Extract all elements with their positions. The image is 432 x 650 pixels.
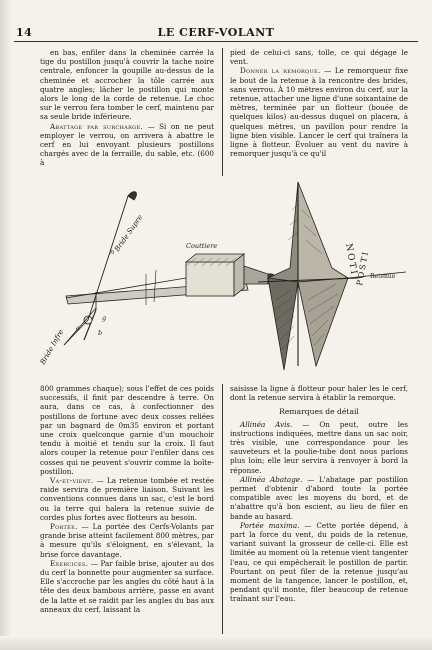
allinea-abatage-label: Allinéa Abatage. [240,474,303,484]
header-rule [14,41,418,42]
portee-text: — La portée des Cerfs-Volants par grande brise atteint facilement 800 mètres, par à mesure qu'ils s'éloignent, en s'élevant, la brise force davantage. [40,522,214,559]
page-number: 14 [16,26,33,39]
portee-maxima-text: — Cette portée dépend, à part la force du vent, du poids de la retenue, variant suivant la grosseur de celle-ci. Elle est limitée au moment où la retenue vient tangenter l'eau, ce qui empêcherait le postillon de partir. Pourtant on peut filer de la retenue jusqu'au moment de la tangence, lancer le postillon, et, pendant qu'il monte, filer beaucoup de retenue traînant sur l'eau. [230,520,408,604]
section-title-remarques: Remarques de détail [279,407,359,417]
pulley-box [186,262,234,296]
scan-edge-bottom [0,636,432,650]
paragraph-remorque [230,66,408,158]
kite-illustration [36,170,418,382]
label-retenue: Retenue [370,273,396,280]
page-title: LE CERF-VOLANT [157,26,275,39]
exercices-label: Exercices. [50,558,89,568]
kite-engraving [36,170,418,382]
label-a: a [76,324,80,332]
kite-upper-right [298,182,348,282]
allinea-avis-text: — On peut, outre les instructions indiquées, mettre dans un sac noir, très visible, une correspondance pour les sauveteurs et la poulie-tube dont nous parlons plus loin; elle leur servira à renvoyer à bord la réponse. [230,419,408,475]
paragraph-pied: pied de celui-ci sans, tolle, ce qui dégage le vent. [230,48,408,67]
label-b: b [98,329,103,337]
kite-lower-left [268,278,298,370]
paragraph-grammes: 800 grammes chaque); sous l'effet de ces poids successifs, il finit par descendre à terre. On aura, dans ce cas, à confectionner des postillons de fortune avec deux cosses reliées par un bagnard de 0m35 environ et portant une croix quelconque garnie d'un mouchoir tendu à moitié et tendu sur la croix. Il faut alors couper la retenue pour l'enfiler dans ces cosses qui ne peuvent s'ouvrir comme la boîte-postillon. [40,384,214,476]
va-et-vient-label: Va-et-vient. [50,476,94,486]
paragraph-abattage [40,122,214,168]
column-right-bottom [230,384,408,634]
label-g: g [102,314,107,322]
column-left-top [40,48,214,176]
label-bride-sup: Bride Supre [113,213,145,254]
label-couttiere: Couttiere [186,242,218,250]
paragraph-portee-maxima [230,521,408,604]
column-right-top [230,48,408,184]
bride-sup-line [88,196,128,320]
paragraph-allinea-abatage [230,475,408,521]
portee-label: Portée. [50,522,78,532]
paragraph-exercices [40,559,214,614]
column-left-bottom [40,384,214,634]
allinea-abatage-text: — L'abatage par postillon permet d'obtenir d'abord toute la portée compatible avec les moyens du bord, et de n'abattre qu'à bon escient, au lieu de filer en bande au hasard. [230,474,408,521]
page-header [14,26,418,40]
abattage-label: Abattage par surcharge. [50,121,143,131]
column-divider-bottom [222,384,223,634]
allinea-avis-label: Allinéa Avis. [240,419,293,429]
label-n: n [110,248,115,256]
kite-lower-right [298,278,348,366]
abattage-text: — Si on ne peut employer le verrou, on arrivera à abattre le cerf en lui envoyant plusieurs postillons chargés avec de la ferraille, du sable, etc. (600 à [40,121,214,168]
portee-maxima-label: Portée maxima. [240,520,300,530]
paragraph-saisisse: saisisse la ligne à flotteur pour haler les le cerf, dont la retenue servira à établir la remorque. [230,384,408,403]
exercices-text: — Par faible brise, ajouter au dos du cerf la bonnette pour augmenter sa surface. Elle s'accroche par les angles du côté haut à la tête des deux bambous arrière, passe en avant de la latte et se raidit par les angles du bas aux anneaux du cerf, laissant la [40,558,214,614]
va-et-vient-text: — La retenue tombée et restée raide servira de première liaison. Suivant les conventions connues dans un sac, c'est le bord ou la terre qui halera la retenue suivie de cordes plus fortes avec flotteurs au besoin. [40,476,214,522]
kite-upper-left [268,182,298,282]
paragraph-va-et-vient [40,476,214,522]
label-posti: POSTI [355,249,371,287]
remorque-label: Donner la remorque. [240,66,321,76]
label-bride-inf: Bride Infre [38,328,66,366]
paragraph-allinea-avis [230,420,408,475]
remorque-text: — Le remorqueur fixe le bout de la retenue à la rencontre des brides, sans verrou. À 10 mètres environ du cerf, sur la retenue, attacher une ligne d'une soixantaine de mètres, terminée par un flotteur (bouée de quelques kilos) au-dessus duquel on placera, à quelques mètres, un pavillon pour rendre la ligne bien visible. Lancer le cerf qui traînera la ligne à flotteur. Évoluer au vent du navire à remorquer jusqu'à ce qu'il [230,66,408,159]
label-noti: NOTI [343,242,359,277]
paragraph-portee [40,522,214,559]
column-divider-top [222,48,223,176]
paragraph-cheminee: en bas, enfiler dans la cheminée carrée la tige du postillon jusqu'à couvrir la tache noire centrale, enfoncer la goupille au-dessus de la cheminée et accrocher la tôle carrée aux quatre angles; lâcher le postillon qui monte alors le long de la corde de retenue. Le choc sur le verrou fera tomber le cerf, maintenu par sa seule bride inférieure. [40,48,214,122]
scan-edge-left [0,0,12,650]
